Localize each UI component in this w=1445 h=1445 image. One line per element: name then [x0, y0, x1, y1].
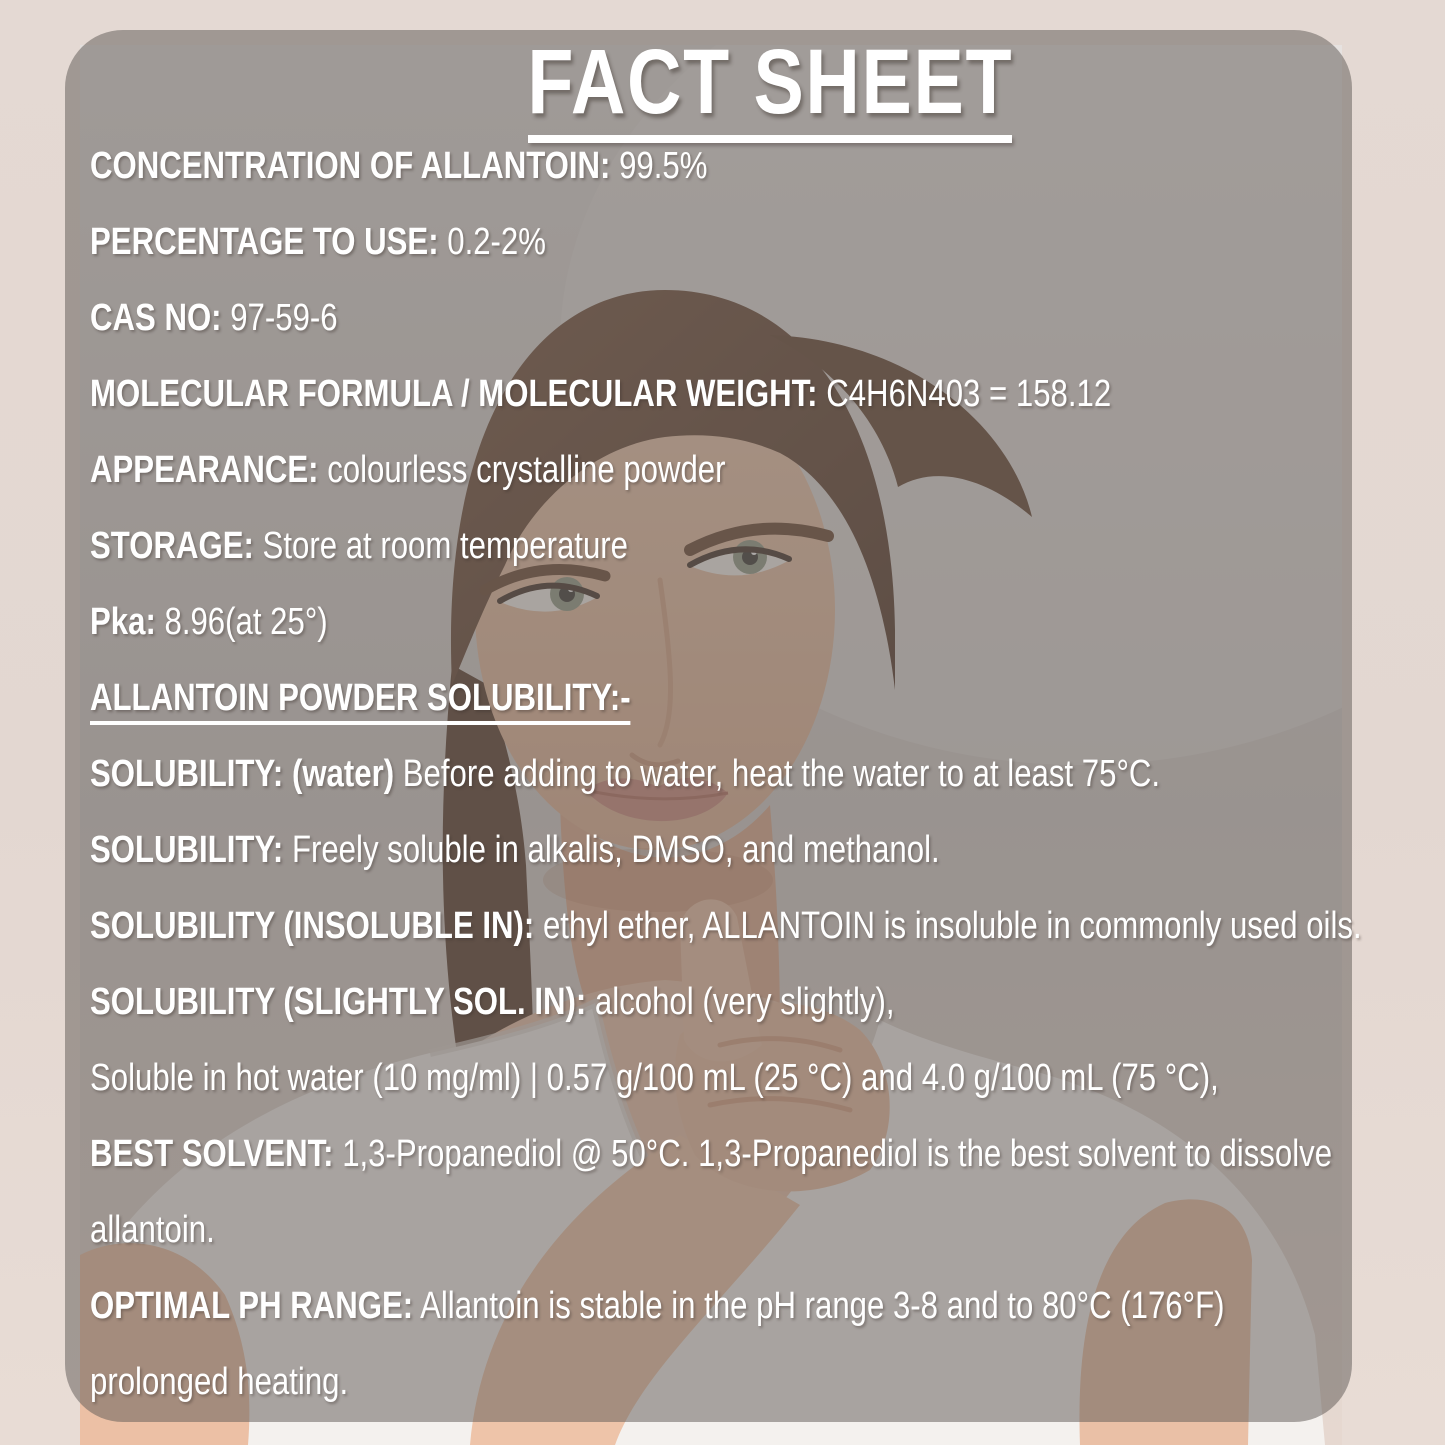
fact-value: 8.96(at 25°): [155, 601, 328, 643]
fact-label: BEST SOLVENT:: [90, 1133, 334, 1175]
fact-line: [90, 812, 1418, 888]
fact-label: APPEARANCE:: [90, 449, 319, 491]
fact-line: [90, 964, 1418, 1040]
facts-list: [90, 128, 1445, 1420]
fact-label: OPTIMAL PH RANGE:: [90, 1285, 414, 1327]
fact-label: CONCENTRATION OF ALLANTOIN:: [90, 145, 611, 187]
fact-label: ALLANTOIN POWDER SOLUBILITY:-: [90, 677, 631, 725]
fact-label: CAS NO:: [90, 297, 222, 339]
fact-value: allantoin.: [90, 1209, 215, 1251]
page-title: FACT SHEET: [527, 31, 1013, 133]
fact-label: SOLUBILITY: (water): [90, 753, 395, 795]
fact-value: ethyl ether, ALLANTOIN is insoluble in commonly used oils.: [534, 905, 1362, 947]
fact-value: Before adding to water, heat the water to at least 75°C.: [394, 753, 1161, 795]
fact-value: 0.2-2%: [438, 221, 546, 263]
fact-label: MOLECULAR FORMULA / MOLECULAR WEIGHT:: [90, 373, 818, 415]
fact-line: [90, 1116, 1418, 1192]
fact-value: Allantoin is stable in the pH range 3-8 and to 80°C (176°F): [413, 1285, 1225, 1327]
fact-value: Store at room temperature: [253, 525, 628, 567]
fact-line: [90, 888, 1418, 964]
fact-line: [90, 660, 1418, 736]
title-area: [65, 31, 1352, 143]
fact-line: [90, 128, 1418, 204]
fact-line: [90, 1268, 1418, 1344]
fact-line: [90, 1192, 1418, 1268]
title-block: [474, 31, 1066, 143]
fact-value: 99.5%: [610, 145, 708, 187]
fact-line: [90, 204, 1418, 280]
fact-label: STORAGE:: [90, 525, 254, 567]
fact-value: 97-59-6: [221, 297, 338, 339]
fact-line: [90, 1344, 1418, 1420]
fact-label: PERCENTAGE TO USE:: [90, 221, 439, 263]
fact-label: SOLUBILITY:: [90, 829, 284, 871]
fact-value: Soluble in hot water (10 mg/ml) | 0.57 g/100 mL (25 °C) and 4.0 g/100 mL (75 °C),: [90, 1057, 1219, 1099]
fact-value: prolonged heating.: [90, 1361, 349, 1403]
fact-line: [90, 584, 1418, 660]
fact-line: [90, 432, 1418, 508]
fact-line: [90, 1040, 1418, 1116]
fact-value: C4H6N403 = 158.12: [817, 373, 1112, 415]
fact-value: alcohol (very slightly),: [586, 981, 895, 1023]
fact-label: Pka:: [90, 601, 156, 643]
fact-value: colourless crystalline powder: [318, 449, 726, 491]
fact-line: [90, 356, 1418, 432]
fact-label: SOLUBILITY (INSOLUBLE IN):: [90, 905, 535, 947]
fact-label: SOLUBILITY (SLIGHTLY SOL. IN):: [90, 981, 587, 1023]
fact-value: Freely soluble in alkalis, DMSO, and methanol.: [283, 829, 940, 871]
fact-line: [90, 508, 1418, 584]
fact-line: [90, 736, 1418, 812]
fact-line: [90, 280, 1418, 356]
fact-value: 1,3-Propanediol @ 50°C. 1,3-Propanediol is the best solvent to dissolve: [333, 1133, 1333, 1175]
